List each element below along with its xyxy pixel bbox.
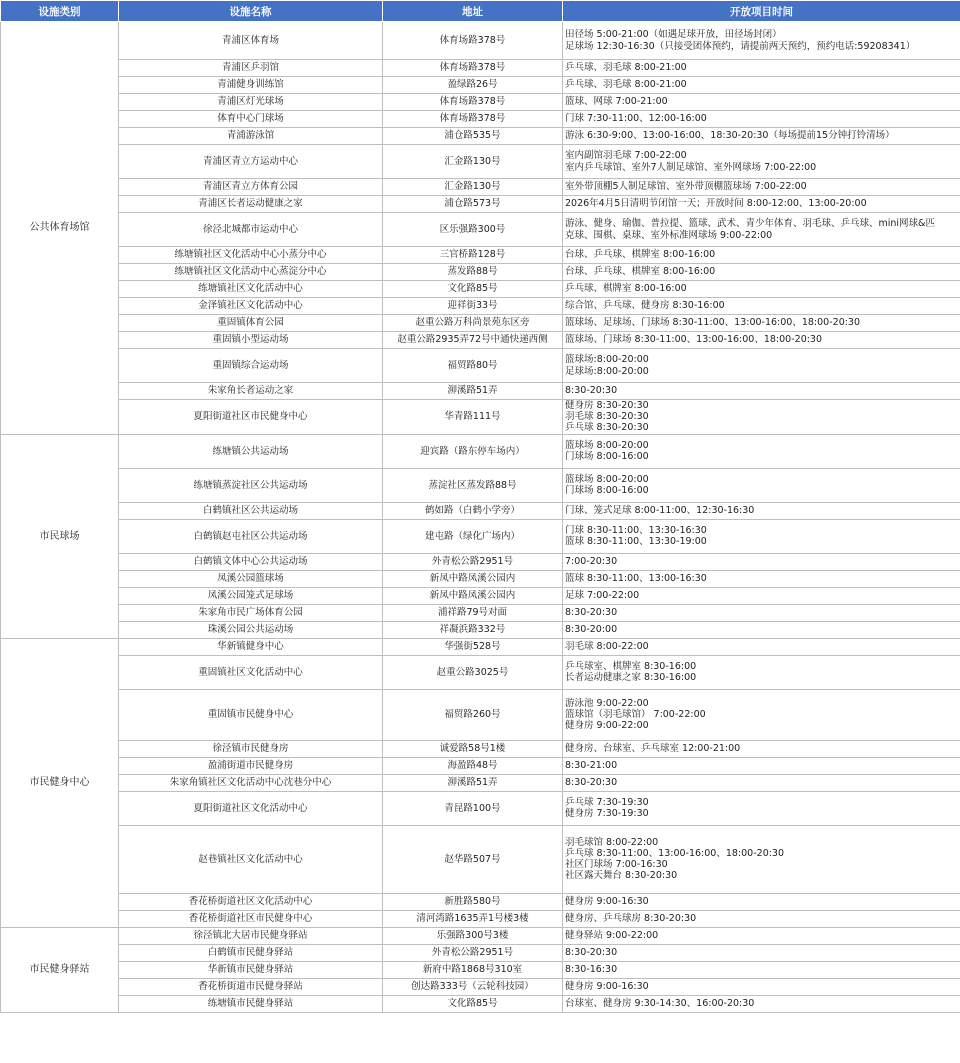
open-hours-cell bbox=[563, 553, 960, 570]
address-cell: 新凤中路凤溪公园内 bbox=[383, 570, 563, 587]
open-hours-line: 篮球场:8:00-20:00 bbox=[565, 354, 649, 366]
header-address: 地址 bbox=[383, 1, 563, 22]
open-hours-line: 篮球场 8:00-20:00 bbox=[565, 439, 649, 451]
open-hours-cell bbox=[563, 502, 960, 519]
open-hours-line: 乒乓球、羽毛球 8:00-21:00 bbox=[565, 62, 687, 74]
facility-name-cell: 夏阳街道社区文化活动中心 bbox=[119, 791, 383, 825]
table-row bbox=[1, 978, 960, 995]
facility-name-cell: 朱家角镇社区文化活动中心沈巷分中心 bbox=[119, 774, 383, 791]
category-cell: 市民球场 bbox=[1, 434, 119, 638]
open-hours-line: 室内乒乓球馆、室外7人制足球馆、室外网球场 7:00-22:00 bbox=[565, 161, 817, 173]
open-hours-line: 克球、围棋、桌球、室外标准网球场 9:00-22:00 bbox=[565, 229, 773, 241]
open-hours-cell bbox=[563, 247, 960, 264]
header-open-hours: 开放项目时间 bbox=[563, 1, 960, 22]
table-row bbox=[1, 247, 960, 264]
facility-name-cell: 华新镇健身中心 bbox=[119, 638, 383, 655]
table-row bbox=[1, 757, 960, 774]
facility-name-cell: 凤溪公园笼式足球场 bbox=[119, 587, 383, 604]
open-hours-line: 8:30-20:30 bbox=[565, 385, 618, 397]
table-row bbox=[1, 298, 960, 315]
address-cell: 蒸淀社区蒸发路88号 bbox=[383, 468, 563, 502]
open-hours-line: 乒乓球 8:30-11:00、13:00-16:00、18:00-20:30 bbox=[565, 847, 785, 859]
facility-name-cell: 青浦区长者运动健康之家 bbox=[119, 196, 383, 213]
table-row bbox=[1, 638, 960, 655]
address-cell: 区乐强路300号 bbox=[383, 213, 563, 247]
open-hours-line: 台球、乒乓球、棋牌室 8:00-16:00 bbox=[565, 266, 716, 278]
facility-name-cell: 练塘镇社区文化活动中心蒸淀分中心 bbox=[119, 264, 383, 281]
open-hours-line: 综合馆、乒乓球、健身房 8:30-16:00 bbox=[565, 300, 725, 312]
address-cell: 体育场路378号 bbox=[383, 111, 563, 128]
category-cell: 市民健身中心 bbox=[1, 638, 119, 927]
open-hours-cell bbox=[563, 468, 960, 502]
table-row bbox=[1, 621, 960, 638]
open-hours-line: 2026年4月5日清明节闭馆一天；开放时间 8:00-12:00、13:00-20:00 bbox=[565, 198, 867, 210]
open-hours-cell bbox=[563, 179, 960, 196]
open-hours-line: 健身房 9:00-22:00 bbox=[565, 720, 649, 732]
table-row bbox=[1, 264, 960, 281]
address-cell: 外青松公路2951号 bbox=[383, 944, 563, 961]
address-cell: 迎祥街33号 bbox=[383, 298, 563, 315]
facility-name-cell: 夏阳街道社区市民健身中心 bbox=[119, 400, 383, 435]
open-hours-line: 乒乓球室、棋牌室 8:30-16:00 bbox=[565, 660, 697, 672]
open-hours-cell bbox=[563, 689, 960, 740]
open-hours-line: 8:30-21:00 bbox=[565, 760, 618, 771]
table-row bbox=[1, 22, 960, 60]
open-hours-line: 羽毛球 8:00-22:00 bbox=[565, 641, 649, 652]
facility-name-cell: 练塘镇社区文化活动中心小蒸分中心 bbox=[119, 247, 383, 264]
open-hours-line: 篮球馆（羽毛球馆） 7:00-22:00 bbox=[565, 709, 706, 720]
open-hours-line: 游泳、健身、瑜伽、普拉提、篮球、武术、青少年体育、羽毛球、乒乓球、mini网球&匹 bbox=[565, 218, 935, 230]
facility-name-cell: 白鹤镇市民健身驿站 bbox=[119, 944, 383, 961]
table-row bbox=[1, 128, 960, 145]
table-row bbox=[1, 553, 960, 570]
open-hours-cell bbox=[563, 519, 960, 553]
table-row bbox=[1, 995, 960, 1012]
table-row bbox=[1, 179, 960, 196]
address-cell: 祥凝浜路332号 bbox=[383, 621, 563, 638]
open-hours-cell bbox=[563, 570, 960, 587]
table-row bbox=[1, 587, 960, 604]
facility-name-cell: 白鹤镇赵屯社区公共运动场 bbox=[119, 519, 383, 553]
address-cell: 文化路85号 bbox=[383, 281, 563, 298]
table-row bbox=[1, 604, 960, 621]
open-hours-cell bbox=[563, 145, 960, 179]
category-cell: 公共体育场馆 bbox=[1, 22, 119, 435]
open-hours-cell bbox=[563, 332, 960, 349]
facility-name-cell: 体育中心门球场 bbox=[119, 111, 383, 128]
open-hours-line: 健身房 7:30-19:30 bbox=[565, 808, 649, 820]
table-row bbox=[1, 519, 960, 553]
address-cell: 华强街528号 bbox=[383, 638, 563, 655]
open-hours-line: 健身房 9:00-16:30 bbox=[565, 981, 649, 992]
open-hours-line: 室内副馆羽毛球 7:00-22:00 bbox=[565, 150, 687, 162]
facility-name-cell: 青浦游泳馆 bbox=[119, 128, 383, 145]
facility-name-cell: 金泽镇社区文化活动中心 bbox=[119, 298, 383, 315]
open-hours-cell bbox=[563, 94, 960, 111]
address-cell: 赵重公路2935弄72号中通快递西侧 bbox=[383, 332, 563, 349]
open-hours-line: 乒乓球 8:30-20:30 bbox=[565, 422, 649, 434]
open-hours-line: 篮球场 8:00-20:00 bbox=[565, 473, 649, 485]
table-row bbox=[1, 281, 960, 298]
facility-name-cell: 白鹤镇社区公共运动场 bbox=[119, 502, 383, 519]
address-cell: 三官桥路128号 bbox=[383, 247, 563, 264]
table-row bbox=[1, 145, 960, 179]
open-hours-cell bbox=[563, 60, 960, 77]
address-cell: 青昆路100号 bbox=[383, 791, 563, 825]
table-row bbox=[1, 961, 960, 978]
open-hours-cell bbox=[563, 128, 960, 145]
address-cell: 新府中路1868号310室 bbox=[383, 961, 563, 978]
open-hours-cell bbox=[563, 995, 960, 1012]
facility-name-cell: 徐泾镇市民健身房 bbox=[119, 740, 383, 757]
open-hours-line: 乒乓球 7:30-19:30 bbox=[565, 796, 649, 808]
open-hours-cell bbox=[563, 196, 960, 213]
open-hours-line: 室外带顶棚5人制足球馆、室外带顶棚篮球场 7:00-22:00 bbox=[565, 181, 807, 193]
facility-name-cell: 重固镇综合运动场 bbox=[119, 349, 383, 383]
open-hours-line: 足球场:8:00-20:00 bbox=[565, 365, 649, 377]
facility-name-cell: 朱家角长者运动之家 bbox=[119, 383, 383, 400]
table-row bbox=[1, 60, 960, 77]
open-hours-line: 台球室、健身房 9:30-14:30、16:00-20:30 bbox=[565, 998, 755, 1009]
open-hours-line: 门球 7:30-11:00、12:00-16:00 bbox=[565, 113, 707, 125]
table-row bbox=[1, 400, 960, 435]
address-cell: 福贸路80号 bbox=[383, 349, 563, 383]
open-hours-line: 篮球场、门球场 8:30-11:00、13:00-16:00、18:00-20:30 bbox=[565, 334, 823, 346]
table-row bbox=[1, 349, 960, 383]
facility-name-cell: 重固镇小型运动场 bbox=[119, 332, 383, 349]
open-hours-line: 游泳 6:30-9:00、13:00-16:00、18:30-20:30（每场提前15分钟打铃清场） bbox=[565, 130, 895, 142]
open-hours-cell bbox=[563, 604, 960, 621]
open-hours-cell bbox=[563, 400, 960, 435]
table-row bbox=[1, 434, 960, 468]
facility-name-cell: 赵巷镇社区文化活动中心 bbox=[119, 825, 383, 893]
open-hours-line: 8:30-20:30 bbox=[565, 777, 618, 788]
open-hours-line: 社区门球场 7:00-16:30 bbox=[565, 859, 668, 871]
open-hours-line: 门球 8:30-11:00、13:30-16:30 bbox=[565, 524, 707, 536]
address-cell: 浦仓路535号 bbox=[383, 128, 563, 145]
facility-name-cell: 徐泾镇北大居市民健身驿站 bbox=[119, 927, 383, 944]
table-row bbox=[1, 791, 960, 825]
open-hours-cell bbox=[563, 774, 960, 791]
address-cell: 汇金路130号 bbox=[383, 179, 563, 196]
table-row bbox=[1, 383, 960, 400]
open-hours-cell bbox=[563, 910, 960, 927]
open-hours-cell bbox=[563, 655, 960, 689]
address-cell: 浦祥路79号对面 bbox=[383, 604, 563, 621]
address-cell: 海盈路48号 bbox=[383, 757, 563, 774]
address-cell: 蒸发路88号 bbox=[383, 264, 563, 281]
table-row bbox=[1, 689, 960, 740]
open-hours-cell bbox=[563, 213, 960, 247]
address-cell: 创达路333号（云轮科技园） bbox=[383, 978, 563, 995]
facility-name-cell: 青浦健身训练馆 bbox=[119, 77, 383, 94]
address-cell: 文化路85号 bbox=[383, 995, 563, 1012]
facility-name-cell: 香花桥街道市民健身驿站 bbox=[119, 978, 383, 995]
open-hours-line: 游泳池 9:00-22:00 bbox=[565, 697, 649, 709]
facility-name-cell: 青浦区青立方体育公园 bbox=[119, 179, 383, 196]
address-cell: 盈绿路26号 bbox=[383, 77, 563, 94]
address-cell: 福贸路260号 bbox=[383, 689, 563, 740]
open-hours-cell bbox=[563, 77, 960, 94]
address-cell: 诚爱路58号1楼 bbox=[383, 740, 563, 757]
facility-name-cell: 徐泾北城都市运动中心 bbox=[119, 213, 383, 247]
open-hours-line: 健身驿站 9:00-22:00 bbox=[565, 930, 659, 941]
open-hours-cell bbox=[563, 825, 960, 893]
open-hours-cell bbox=[563, 111, 960, 128]
open-hours-line: 乒乓球、羽毛球 8:00-21:00 bbox=[565, 79, 687, 91]
address-cell: 泖溪路51弄 bbox=[383, 774, 563, 791]
address-cell: 清河湾路1635弄1号楼3楼 bbox=[383, 910, 563, 927]
facility-name-cell: 青浦区青立方运动中心 bbox=[119, 145, 383, 179]
open-hours-line: 8:30-20:00 bbox=[565, 624, 618, 635]
address-cell: 建屯路（绿化广场内） bbox=[383, 519, 563, 553]
open-hours-cell bbox=[563, 383, 960, 400]
category-cell: 市民健身驿站 bbox=[1, 927, 119, 1012]
table-row bbox=[1, 893, 960, 910]
address-cell: 汇金路130号 bbox=[383, 145, 563, 179]
table-row bbox=[1, 468, 960, 502]
open-hours-line: 篮球 8:30-11:00、13:30-19:00 bbox=[565, 536, 707, 548]
facility-name-cell: 练塘镇社区文化活动中心 bbox=[119, 281, 383, 298]
open-hours-line: 篮球场、足球场、门球场 8:30-11:00、13:00-16:00、18:00-20:30 bbox=[565, 317, 861, 329]
header-category: 设施类别 bbox=[1, 1, 119, 22]
table-row bbox=[1, 315, 960, 332]
facility-name-cell: 香花桥街道社区文化活动中心 bbox=[119, 893, 383, 910]
open-hours-line: 8:30-20:30 bbox=[565, 947, 618, 958]
open-hours-cell bbox=[563, 587, 960, 604]
open-hours-cell bbox=[563, 621, 960, 638]
open-hours-cell bbox=[563, 944, 960, 961]
facility-name-cell: 青浦区体育场 bbox=[119, 22, 383, 60]
open-hours-cell bbox=[563, 434, 960, 468]
open-hours-cell bbox=[563, 978, 960, 995]
open-hours-line: 足球场 12:30-16:30（只接受团体预约，请提前两天预约，预约电话:59208341） bbox=[565, 40, 916, 52]
open-hours-line: 门球、笼式足球 8:00-11:00、12:30-16:30 bbox=[565, 505, 755, 516]
open-hours-cell bbox=[563, 791, 960, 825]
facility-name-cell: 练塘镇公共运动场 bbox=[119, 434, 383, 468]
header-row bbox=[1, 1, 960, 22]
open-hours-line: 羽毛球馆 8:00-22:00 bbox=[565, 836, 659, 848]
table-row bbox=[1, 332, 960, 349]
table-row bbox=[1, 910, 960, 927]
table-row bbox=[1, 927, 960, 944]
facility-name-cell: 重固镇社区文化活动中心 bbox=[119, 655, 383, 689]
table-row bbox=[1, 77, 960, 94]
open-hours-line: 健身房、台球室、乒乓球室 12:00-21:00 bbox=[565, 743, 741, 754]
address-cell: 泖溪路51弄 bbox=[383, 383, 563, 400]
open-hours-line: 健身房 9:00-16:30 bbox=[565, 896, 649, 907]
open-hours-cell bbox=[563, 757, 960, 774]
open-hours-cell bbox=[563, 927, 960, 944]
open-hours-line: 社区露天舞台 8:30-20:30 bbox=[565, 870, 678, 882]
address-cell: 外青松公路2951号 bbox=[383, 553, 563, 570]
open-hours-line: 门球场 8:00-16:00 bbox=[565, 485, 649, 497]
open-hours-line: 8:30-16:30 bbox=[565, 964, 618, 975]
table-row bbox=[1, 502, 960, 519]
table-row bbox=[1, 94, 960, 111]
facility-name-cell: 青浦区灯光球场 bbox=[119, 94, 383, 111]
open-hours-line: 篮球 8:30-11:00、13:00-16:30 bbox=[565, 573, 707, 584]
facility-name-cell: 练塘镇市民健身驿站 bbox=[119, 995, 383, 1012]
facility-name-cell: 凤溪公园篮球场 bbox=[119, 570, 383, 587]
open-hours-cell bbox=[563, 638, 960, 655]
open-hours-line: 田径场 5:00-21:00（如遇足球开放，田径场封闭） bbox=[565, 29, 782, 41]
facility-name-cell: 重固镇市民健身中心 bbox=[119, 689, 383, 740]
open-hours-line: 羽毛球 8:30-20:30 bbox=[565, 411, 649, 423]
address-cell: 浦仓路573号 bbox=[383, 196, 563, 213]
address-cell: 体育场路378号 bbox=[383, 60, 563, 77]
table-row bbox=[1, 213, 960, 247]
open-hours-cell bbox=[563, 961, 960, 978]
open-hours-cell bbox=[563, 740, 960, 757]
table-row bbox=[1, 774, 960, 791]
address-cell: 华青路111号 bbox=[383, 400, 563, 435]
open-hours-cell bbox=[563, 893, 960, 910]
address-cell: 迎宾路（路东停车场内） bbox=[383, 434, 563, 468]
table-row bbox=[1, 111, 960, 128]
open-hours-line: 篮球、网球 7:00-21:00 bbox=[565, 96, 668, 108]
open-hours-line: 乒乓球、棋牌室 8:00-16:00 bbox=[565, 283, 687, 295]
table-row bbox=[1, 570, 960, 587]
open-hours-line: 台球、乒乓球、棋牌室 8:00-16:00 bbox=[565, 249, 716, 261]
open-hours-cell bbox=[563, 22, 960, 60]
facility-name-cell: 练塘镇蒸淀社区公共运动场 bbox=[119, 468, 383, 502]
table-row bbox=[1, 196, 960, 213]
table-body bbox=[1, 22, 960, 1013]
address-cell: 鹤如路（白鹤小学旁） bbox=[383, 502, 563, 519]
table-row bbox=[1, 825, 960, 893]
facility-name-cell: 珠溪公园公共运动场 bbox=[119, 621, 383, 638]
table-row bbox=[1, 740, 960, 757]
address-cell: 乐强路300号3楼 bbox=[383, 927, 563, 944]
facility-name-cell: 白鹤镇文体中心公共运动场 bbox=[119, 553, 383, 570]
open-hours-line: 门球场 8:00-16:00 bbox=[565, 451, 649, 463]
facility-name-cell: 盈浦街道市民健身房 bbox=[119, 757, 383, 774]
facility-name-cell: 青浦区乒羽馆 bbox=[119, 60, 383, 77]
open-hours-line: 长者运动健康之家 8:30-16:00 bbox=[565, 672, 697, 684]
address-cell: 赵重公路3025号 bbox=[383, 655, 563, 689]
address-cell: 新胜路580号 bbox=[383, 893, 563, 910]
open-hours-line: 健身房 8:30-20:30 bbox=[565, 400, 649, 411]
open-hours-cell bbox=[563, 315, 960, 332]
facility-name-cell: 朱家角市民广场体育公园 bbox=[119, 604, 383, 621]
address-cell: 赵重公路万科尚景苑东区旁 bbox=[383, 315, 563, 332]
header-facility-name: 设施名称 bbox=[119, 1, 383, 22]
open-hours-cell bbox=[563, 281, 960, 298]
open-hours-line: 健身房、乒乓球房 8:30-20:30 bbox=[565, 913, 697, 924]
table-row bbox=[1, 944, 960, 961]
address-cell: 体育场路378号 bbox=[383, 22, 563, 60]
table-row bbox=[1, 655, 960, 689]
address-cell: 体育场路378号 bbox=[383, 94, 563, 111]
facility-name-cell: 重固镇体育公园 bbox=[119, 315, 383, 332]
open-hours-line: 7:00-20:30 bbox=[565, 556, 618, 567]
facility-name-cell: 华新镇市民健身驿站 bbox=[119, 961, 383, 978]
open-hours-cell bbox=[563, 349, 960, 383]
address-cell: 赵华路507号 bbox=[383, 825, 563, 893]
facility-name-cell: 香花桥街道社区市民健身中心 bbox=[119, 910, 383, 927]
address-cell: 新凤中路凤溪公园内 bbox=[383, 587, 563, 604]
open-hours-line: 足球 7:00-22:00 bbox=[565, 590, 640, 601]
open-hours-line: 8:30-20:30 bbox=[565, 607, 618, 618]
open-hours-cell bbox=[563, 264, 960, 281]
open-hours-cell bbox=[563, 298, 960, 315]
